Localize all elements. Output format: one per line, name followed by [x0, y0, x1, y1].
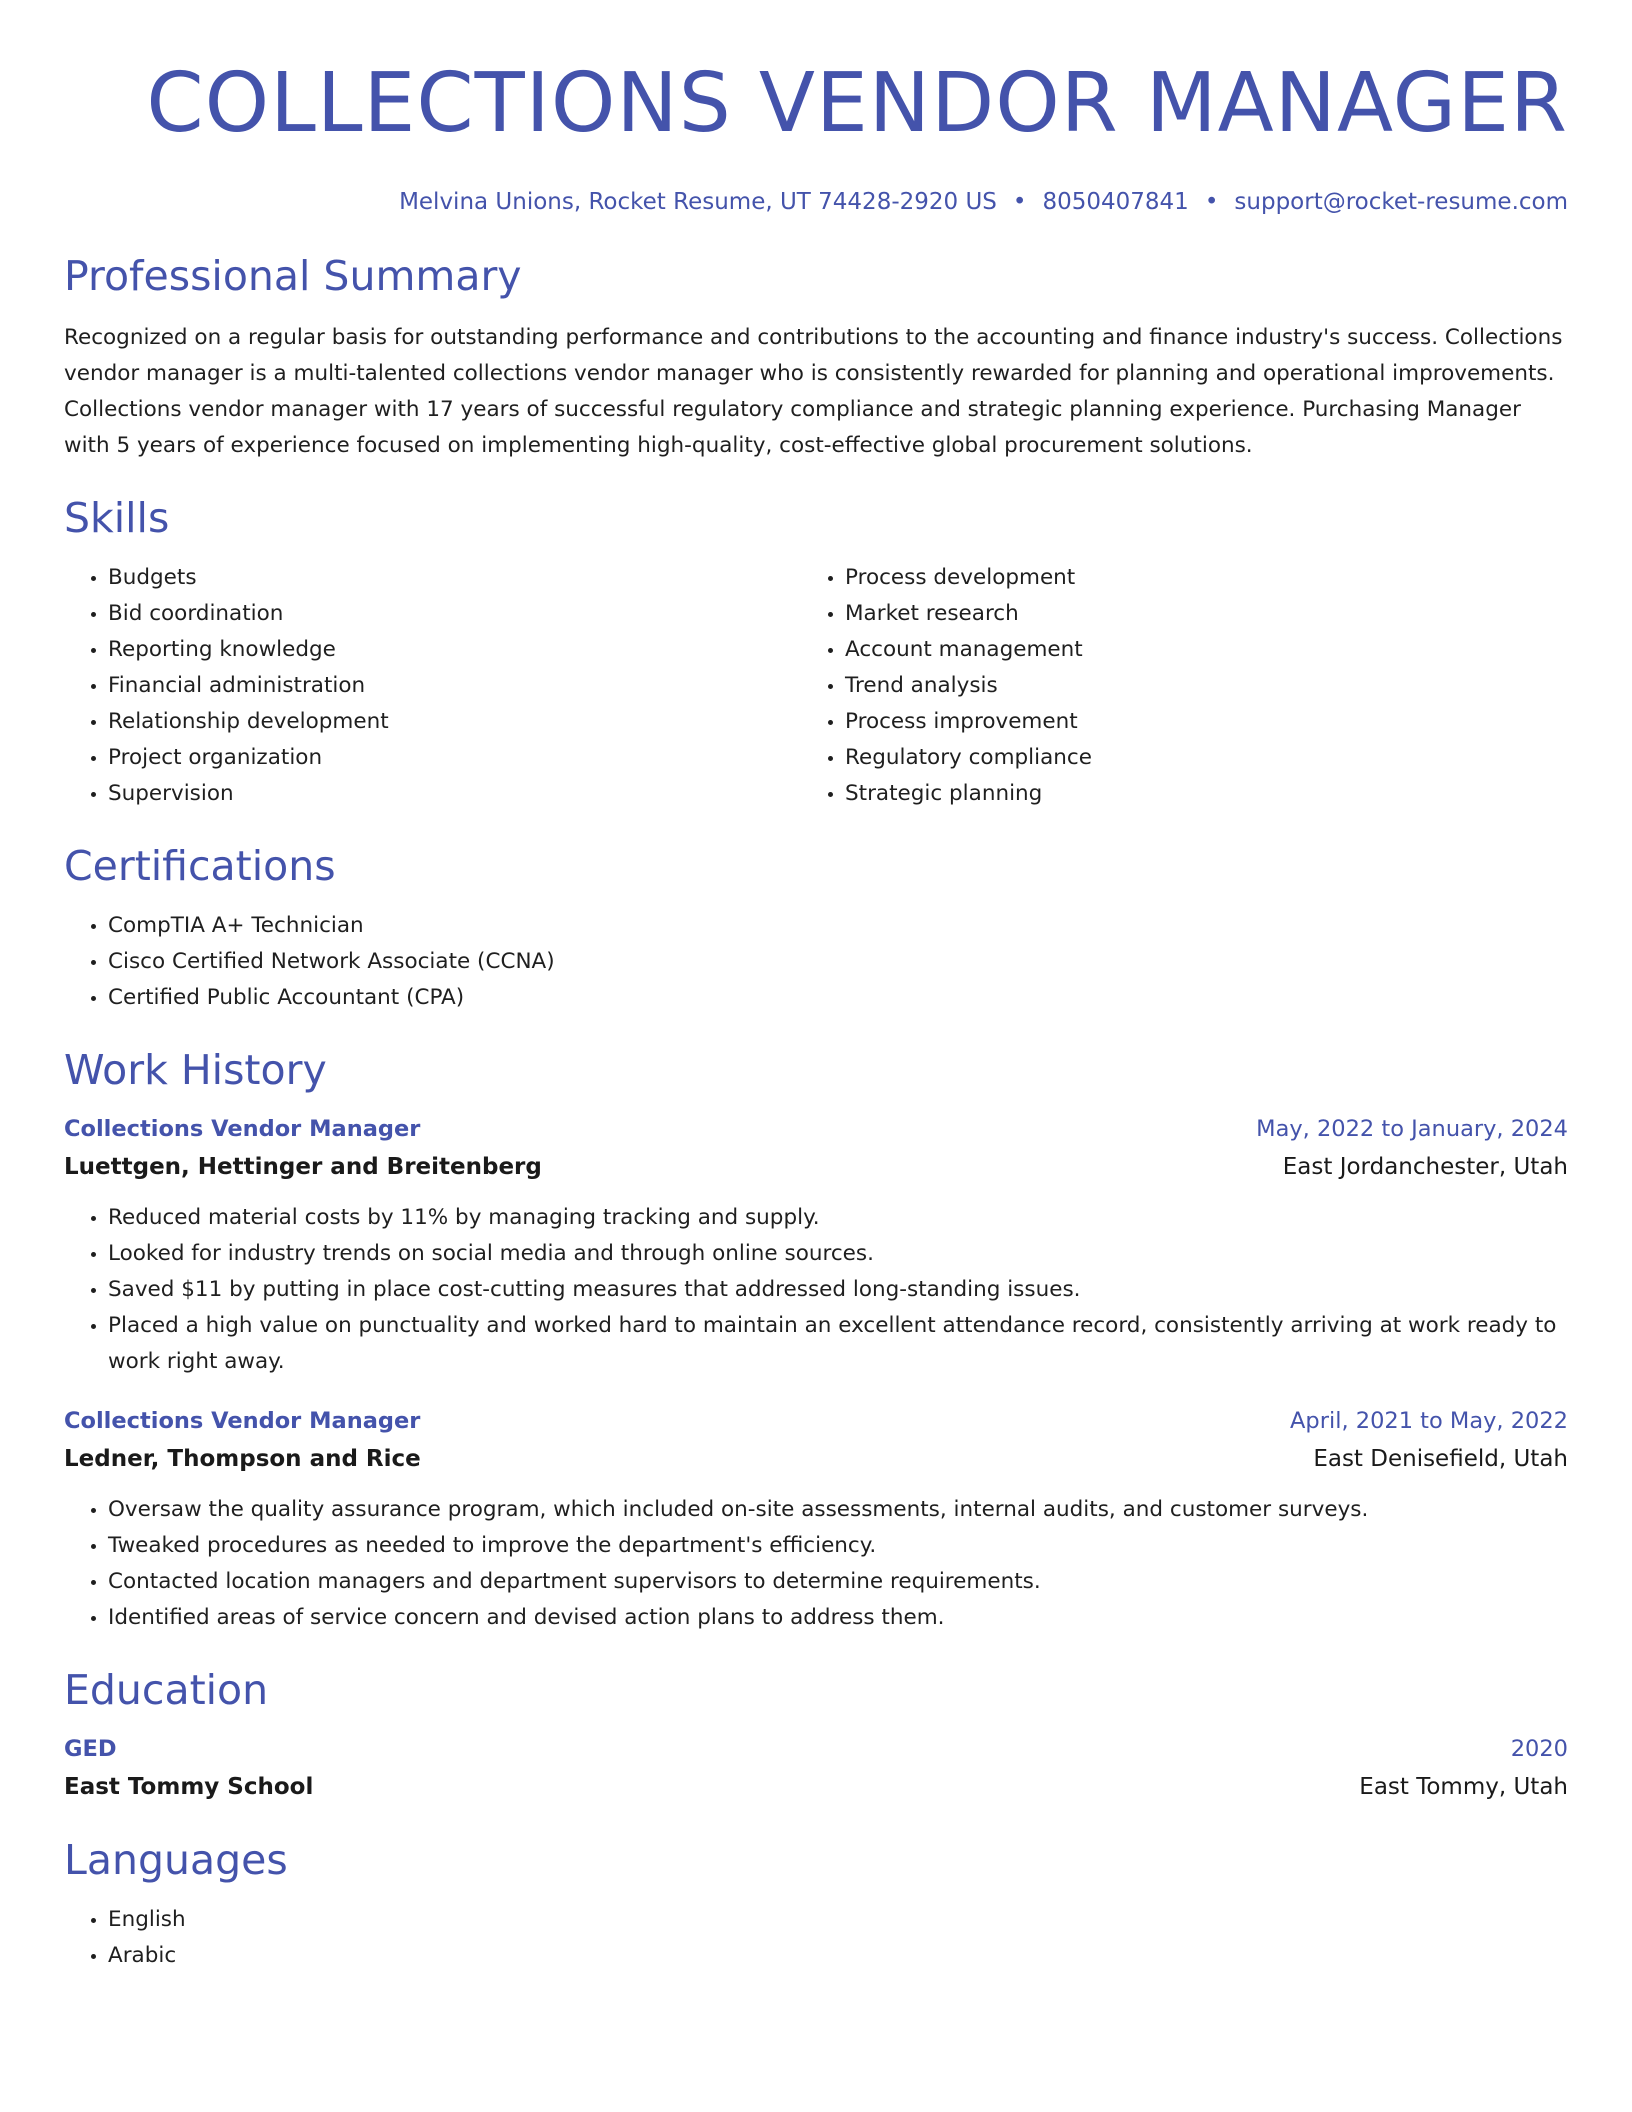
skill-item: • Process improvement [845, 704, 1538, 740]
job-bullets [64, 1200, 1568, 1380]
certification-item: • Certified Public Accountant (CPA) [108, 980, 1568, 1016]
language-item: • English [108, 1902, 1568, 1938]
skill-item: • Account management [845, 632, 1538, 668]
skills-section [64, 490, 1568, 812]
job-title-row [64, 1110, 1568, 1148]
contact-separator: • [1012, 189, 1027, 215]
section-title-skills: Skills [64, 494, 170, 542]
work-history-section [64, 1042, 1568, 1636]
education-year: 2020 [1510, 1736, 1568, 1762]
job-title-row [64, 1402, 1568, 1440]
education-entry [64, 1730, 1568, 1806]
languages-list [64, 1902, 1568, 1974]
skill-item: • Strategic planning [845, 776, 1538, 812]
education-section [64, 1662, 1568, 1806]
job-bullet: • Oversaw the quality assurance program, which included on-site assessments, internal audits, and customer surveys. [108, 1492, 1568, 1528]
languages-section [64, 1832, 1568, 1974]
certifications-list [64, 908, 1568, 1016]
job-bullet: • Identified areas of service concern and devised action plans to address them. [108, 1600, 1568, 1636]
contact-separator: • [1204, 189, 1219, 215]
job-company: Luettgen, Hettinger and Breitenberg [64, 1154, 542, 1180]
contact-email: support@rocket-resume.com [1234, 189, 1568, 215]
language-item: • Arabic [108, 1938, 1568, 1974]
job-company-row [64, 1148, 1568, 1186]
education-degree-row [64, 1730, 1568, 1768]
job-bullet: • Looked for industry trends on social media and through online sources. [108, 1236, 1568, 1272]
certification-item: • Cisco Certified Network Associate (CCNA) [108, 944, 1568, 980]
skill-item: • Relationship development [108, 704, 801, 740]
job-bullet: • Saved $11 by putting in place cost-cutting measures that addressed long-standing issues. [108, 1272, 1568, 1308]
skill-item: • Financial administration [108, 668, 801, 704]
job-title: Collections Vendor Manager [64, 1116, 421, 1142]
education-location: East Tommy, Utah [1359, 1774, 1568, 1800]
certifications-section [64, 838, 1568, 1016]
education-school: East Tommy School [64, 1774, 314, 1800]
section-title-languages: Languages [64, 1836, 288, 1884]
section-title-certifications: Certifications [64, 842, 336, 890]
job-bullet: • Reduced material costs by 11% by managing tracking and supply. [108, 1200, 1568, 1236]
job-bullets [64, 1492, 1568, 1636]
skills-grid [64, 560, 1568, 812]
job-bullet: • Contacted location managers and department supervisors to determine requirements. [108, 1564, 1568, 1600]
section-title-work-history: Work History [64, 1046, 327, 1094]
contact-address: Melvina Unions, Rocket Resume, UT 74428-2920 US [399, 189, 997, 215]
job-company: Ledner, Thompson and Rice [64, 1446, 421, 1472]
contact-phone: 8050407841 [1042, 189, 1189, 215]
job-location: East Denisefield, Utah [1313, 1446, 1568, 1472]
job-entry [64, 1110, 1568, 1380]
skills-list-right [801, 560, 1538, 812]
summary-section [64, 248, 1568, 464]
skills-column-left [64, 560, 801, 812]
job-dates: April, 2021 to May, 2022 [1290, 1408, 1568, 1434]
skills-list-left [64, 560, 801, 812]
contact-line [64, 186, 1568, 218]
job-location: East Jordanchester, Utah [1282, 1154, 1568, 1180]
skills-column-right [801, 560, 1538, 812]
section-title-summary: Professional Summary [64, 252, 522, 300]
skill-item: • Supervision [108, 776, 801, 812]
job-entry [64, 1402, 1568, 1636]
skill-item: • Process development [845, 560, 1538, 596]
section-title-education: Education [64, 1666, 269, 1714]
job-bullet: • Placed a high value on punctuality and worked hard to maintain an excellent attendance record, consistently arriving at work ready to work right away. [108, 1308, 1568, 1380]
skill-item: • Reporting knowledge [108, 632, 801, 668]
skill-item: • Bid coordination [108, 596, 801, 632]
education-degree: GED [64, 1736, 117, 1762]
education-school-row [64, 1768, 1568, 1806]
job-dates: May, 2022 to January, 2024 [1256, 1116, 1568, 1142]
certification-item: • CompTIA A+ Technician [108, 908, 1568, 944]
job-title: Collections Vendor Manager [64, 1408, 421, 1434]
skill-item: • Budgets [108, 560, 801, 596]
skill-item: • Trend analysis [845, 668, 1538, 704]
skill-item: • Market research [845, 596, 1538, 632]
job-bullet: • Tweaked procedures as needed to improve the department's efficiency. [108, 1528, 1568, 1564]
job-company-row [64, 1440, 1568, 1478]
skill-item: • Project organization [108, 740, 801, 776]
skill-item: • Regulatory compliance [845, 740, 1538, 776]
resume-name: COLLECTIONS VENDOR MANAGER [146, 56, 1568, 151]
summary-text: Recognized on a regular basis for outstanding performance and contributions to the accounting and finance industry's success. Collections vendor manager is a multi-talented collections vendor manager who is consistently rewarded for planning and operational improvements. Collections vendor manager with 17 years of successful regulatory compliance and strategic planning experience. Purchasing Manager with 5 years of experience focused on implementing high-quality, cost-effective global procurement solutions. [64, 325, 1563, 458]
